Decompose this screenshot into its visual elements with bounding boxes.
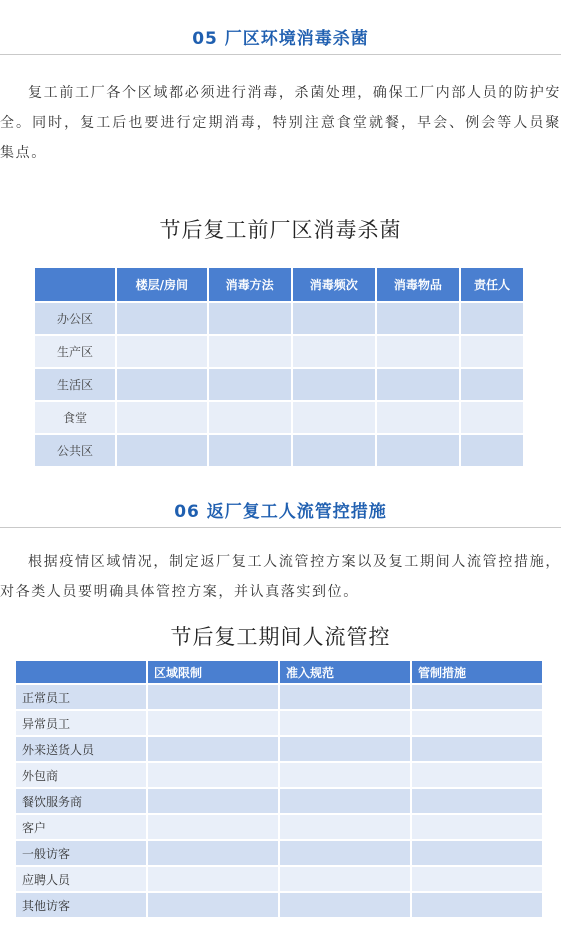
table-cell [147,684,279,710]
table-cell [279,788,411,814]
table-row [15,762,543,788]
people-flow-table [14,659,544,919]
table1-row-label: 生活区 [34,368,116,401]
table-cell [147,788,279,814]
table2-row-label: 一般访客 [15,840,147,866]
table-cell [376,302,460,335]
table-cell [208,335,292,368]
table-row [34,368,524,401]
table-cell [460,302,524,335]
table-cell [292,368,376,401]
table-cell [208,302,292,335]
table-cell [411,814,543,840]
table1-header-cell: 楼层/房间 [116,267,208,302]
table-cell [147,710,279,736]
table-row [15,684,543,710]
table-cell [208,401,292,434]
section-05-title: 05 厂区环境消毒杀菌 [192,29,369,49]
table-cell [411,788,543,814]
table-cell [116,434,208,467]
table-cell [411,710,543,736]
table-cell [279,814,411,840]
table-cell [376,368,460,401]
table-cell [279,710,411,736]
table-cell [147,866,279,892]
table-cell [208,434,292,467]
table-cell [411,684,543,710]
table-row [15,892,543,918]
table-cell [147,892,279,918]
table1-row-label: 办公区 [34,302,116,335]
table-row [15,840,543,866]
table-cell [292,401,376,434]
table2-row-label: 餐饮服务商 [15,788,147,814]
table-cell [411,892,543,918]
table1-header-cell: 消毒方法 [208,267,292,302]
table2-header-cell: 区域限制 [147,660,279,684]
table1-row-label: 公共区 [34,434,116,467]
table-cell [460,368,524,401]
table2-row-label: 外来送货人员 [15,736,147,762]
table-cell [460,335,524,368]
table2-row-label: 异常员工 [15,710,147,736]
table-cell [116,302,208,335]
table-cell [147,840,279,866]
table-cell [376,335,460,368]
section-05-paragraph: 复工前工厂各个区域都必须进行消毒，杀菌处理，确保工厂内部人员的防护安全。同时，复工后也要进行定期消毒，特别注意食堂就餐，早会、例会等人员聚集点。 [0,85,561,161]
table-cell [279,762,411,788]
disinfection-table [33,266,525,468]
table-cell [411,840,543,866]
table-cell [292,434,376,467]
table-cell [116,368,208,401]
table-cell [279,866,411,892]
table-row [15,866,543,892]
table1-title: 节后复工前厂区消毒杀菌 [159,218,402,242]
table1-header-cell: 消毒物品 [376,267,460,302]
table-cell [147,762,279,788]
table-cell [116,335,208,368]
table1-header-cell: 消毒频次 [292,267,376,302]
table-cell [279,736,411,762]
table-cell [208,368,292,401]
table-cell [147,736,279,762]
table2-header-cell: 管制措施 [411,660,543,684]
table2-title: 节后复工期间人流管控 [170,625,391,649]
section-06-paragraph: 根据疫情区域情况，制定返厂复工人流管控方案以及复工期间人流管控措施，对各类人员要明确具体管控方案，并认真落实到位。 [0,554,561,600]
table2-header-cell: 准入规范 [279,660,411,684]
table2-row-label: 正常员工 [15,684,147,710]
table1-header-cell: 责任人 [460,267,524,302]
table-cell [279,684,411,710]
table-cell [292,302,376,335]
table2-row-label: 外包商 [15,762,147,788]
table1-row-label: 食堂 [34,401,116,434]
table-cell [376,434,460,467]
table-cell [147,814,279,840]
table-cell [411,762,543,788]
table-row [15,710,543,736]
table-row [15,736,543,762]
table-cell [411,736,543,762]
table2-row-label: 其他访客 [15,892,147,918]
section-06-title: 06 返厂复工人流管控措施 [174,502,387,522]
table-cell [460,401,524,434]
table-cell [376,401,460,434]
table2-header-cell [15,660,147,684]
table-cell [292,335,376,368]
table-row [34,401,524,434]
table-cell [116,401,208,434]
table-cell [279,892,411,918]
table-row [34,302,524,335]
section-divider [0,54,561,55]
section-divider [0,527,561,528]
table2-row-label: 应聘人员 [15,866,147,892]
table-cell [460,434,524,467]
table-row [15,814,543,840]
table-cell [279,840,411,866]
table-cell [411,866,543,892]
table1-row-label: 生产区 [34,335,116,368]
table2-header-row [15,660,543,684]
table-row [34,434,524,467]
table1-header-row [34,267,524,302]
table-row [34,335,524,368]
table-row [15,788,543,814]
table2-row-label: 客户 [15,814,147,840]
table1-header-cell [34,267,116,302]
